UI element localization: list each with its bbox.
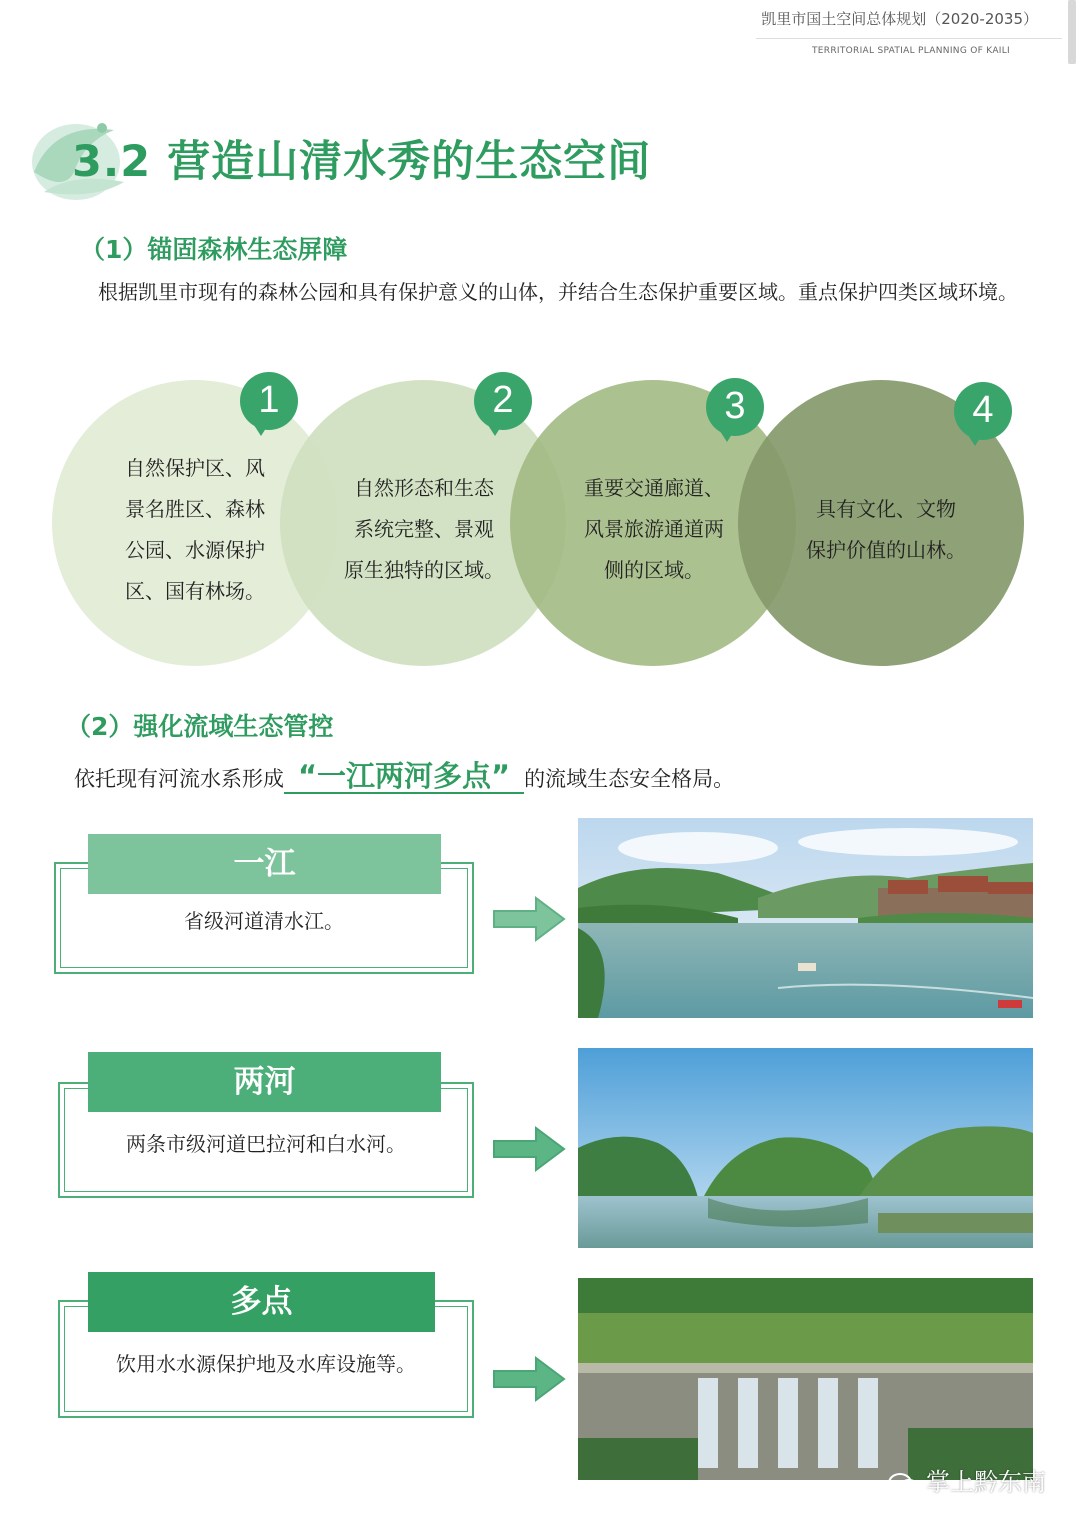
item-3-text: 饮用水水源保护地及水库设施等。 (116, 1352, 416, 1376)
reservoir-dam-photo (578, 1278, 1033, 1480)
item-3-title: 多点 (88, 1272, 435, 1332)
circle-1-text: 自然保护区、风 景名胜区、森林 公园、水源保护 区、国有林场。 (125, 456, 265, 603)
qingshui-river-photo (578, 818, 1033, 1018)
section-title: 3.2 营造山清水秀的生态空间 (72, 137, 652, 187)
intro-after: 的流域生态安全格局。 (524, 767, 735, 791)
arrow-right-icon (492, 1126, 566, 1172)
part1-paragraph: 根据凯里市现有的森林公园和具有保护意义的山体，并结合生态保护重要区域。重点保护四类区域环境。 (98, 280, 1018, 304)
badge-1: 1 (240, 372, 298, 430)
part2-intro (74, 760, 734, 794)
badge-3: 3 (706, 378, 764, 436)
badge-2: 2 (474, 372, 532, 430)
source-watermark (888, 1462, 1046, 1497)
badge-4: 4 (954, 382, 1012, 440)
item-1-title: 一江 (88, 834, 441, 894)
document-header-subtitle: TERRITORIAL SPATIAL PLANNING OF KAILI (811, 46, 1010, 56)
header-divider (756, 38, 1062, 39)
two-rivers-photo (578, 1048, 1033, 1248)
scrollbar-thumb[interactable] (1068, 0, 1076, 64)
item-2-text: 两条市级河道巴拉河和白水河。 (126, 1132, 406, 1156)
part2-heading: （2）强化流域生态管控 (66, 712, 334, 741)
badge-2-tail (486, 422, 504, 436)
wechat-icon (888, 1471, 918, 1495)
circle-4-text: 具有文化、文物 保护价值的山林。 (806, 497, 966, 562)
circle-3-text: 重要交通廊道、 风景旅游通道两 侧的区域。 (584, 476, 724, 582)
document-header-title: 凯里市国土空间总体规划（2020-2035） (761, 10, 1038, 28)
arrow-right-icon (492, 1356, 566, 1402)
intro-highlight: “一江两河多点” (284, 760, 524, 794)
badge-4-tail (966, 432, 984, 446)
item-2-title: 两河 (88, 1052, 441, 1112)
part1-heading: （1）锚固森林生态屏障 (80, 235, 348, 264)
watermark-text: 掌上黔东南 (926, 1468, 1046, 1496)
badge-1-tail (252, 422, 270, 436)
intro-before: 依托现有河流水系形成 (74, 767, 284, 791)
badge-3-tail (718, 428, 736, 442)
item-1-text: 省级河道清水江。 (184, 909, 344, 933)
circle-2-text: 自然形态和生态 系统完整、景观 原生独特的区域。 (344, 476, 504, 582)
arrow-right-icon (492, 896, 566, 942)
